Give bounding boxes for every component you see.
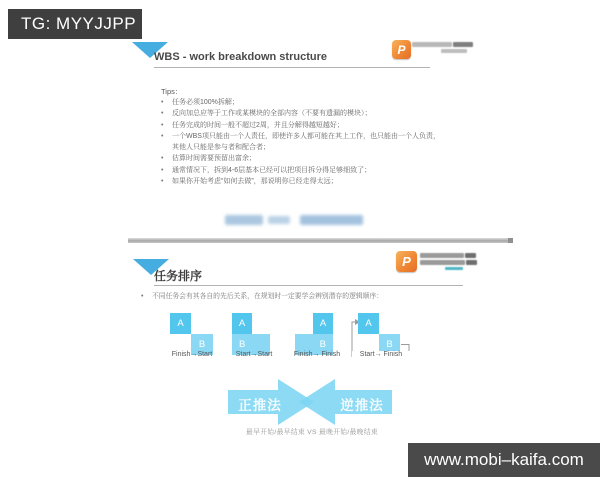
bullet-marker-icon: • bbox=[161, 99, 164, 106]
blur-text-bar bbox=[441, 49, 467, 53]
task-b-box: B bbox=[232, 334, 270, 355]
list-item bbox=[141, 292, 431, 303]
backward-method-label: 逆推法 bbox=[340, 398, 384, 413]
tg-watermark-badge: TG: MYYJJPP bbox=[8, 9, 142, 39]
slide-wbs bbox=[128, 38, 513, 232]
bullet-marker-icon: • bbox=[161, 121, 164, 129]
dependency-label: Start→Start bbox=[235, 351, 273, 358]
dependency-label: Start→ Finish bbox=[352, 351, 410, 358]
bullet-marker-icon: • bbox=[161, 133, 164, 141]
dependency-label: Finish→ Finish bbox=[293, 351, 341, 358]
blur-text-bar bbox=[300, 215, 363, 225]
bullet-text: 一个WBS项只能由一个人责任，即使许多人都可能在其上工作，也只能由一个人负责，其他人只能是参与者和配合者； bbox=[172, 133, 440, 151]
list-item bbox=[161, 154, 451, 165]
app-logo-icon: P bbox=[396, 251, 417, 272]
list-item bbox=[161, 177, 451, 188]
list-item bbox=[161, 166, 451, 177]
dependency-label: Finish→Start bbox=[171, 351, 213, 358]
list-item bbox=[161, 98, 451, 109]
task-b-box: B bbox=[191, 334, 213, 355]
bullet-marker-icon: • bbox=[161, 178, 164, 186]
bullet-text: 任务完成的时间一般不超过2周，并且分解得越短越好； bbox=[172, 121, 344, 129]
title-divider bbox=[154, 67, 430, 68]
list-item bbox=[161, 132, 451, 154]
slide-title: WBS - work breakdown structure bbox=[154, 51, 327, 63]
bullet-marker-icon: • bbox=[161, 110, 164, 118]
bullet-text: 反向加总应等于工作或某模块的全部内容（不要有遗漏的模块）； bbox=[172, 110, 372, 118]
bullet-text: 通常情况下，拆到4-6层基本已经可以把项目拆分得足够细致了； bbox=[172, 166, 372, 174]
blur-text-bar bbox=[445, 267, 463, 270]
bullet-marker-icon: • bbox=[161, 155, 164, 163]
bullet-marker-icon: • bbox=[141, 293, 144, 300]
task-b-box: B bbox=[295, 334, 333, 355]
blur-text-bar bbox=[420, 253, 464, 258]
task-a-box: A bbox=[170, 313, 191, 334]
blur-text-bar bbox=[268, 216, 290, 224]
intro-text: 不同任务会有其各自的先后关系，在规划时一定要学会辨别潜存的逻辑顺序： bbox=[152, 293, 384, 300]
blur-text-bar bbox=[412, 42, 452, 47]
tips-heading: Tips： bbox=[161, 87, 183, 96]
task-a-box: A bbox=[232, 313, 252, 334]
list-item bbox=[161, 109, 451, 120]
app-logo-icon: P bbox=[392, 40, 411, 59]
site-watermark-badge: www.mobi–kaifa.com bbox=[408, 443, 600, 477]
blur-text-bar bbox=[453, 42, 473, 47]
bullet-text: 如果你开始考虑“如何去做”，那说明你已经走得太远； bbox=[172, 178, 338, 186]
blur-text-bar bbox=[225, 215, 263, 225]
forward-method-label: 正推法 bbox=[238, 398, 282, 413]
tips-section bbox=[161, 86, 451, 189]
blur-text-bar bbox=[420, 260, 465, 265]
task-a-box: A bbox=[313, 313, 333, 334]
blur-text-bar bbox=[465, 253, 476, 258]
title-divider bbox=[154, 285, 463, 286]
bullet-text: 估算时间需要预留出富余； bbox=[172, 155, 256, 163]
bullet-text: 任务必须100%拆解； bbox=[172, 99, 239, 106]
task-b-box: B bbox=[379, 334, 400, 355]
list-item bbox=[161, 121, 451, 132]
bullet-marker-icon: • bbox=[161, 166, 164, 174]
task-a-box: A bbox=[358, 313, 379, 334]
diagram-caption: 最早开始/最早结束 VS 最晚开始/最晚结束 bbox=[246, 429, 378, 436]
blur-text-bar bbox=[466, 260, 477, 265]
slide-title: 任务排序 bbox=[154, 269, 203, 283]
